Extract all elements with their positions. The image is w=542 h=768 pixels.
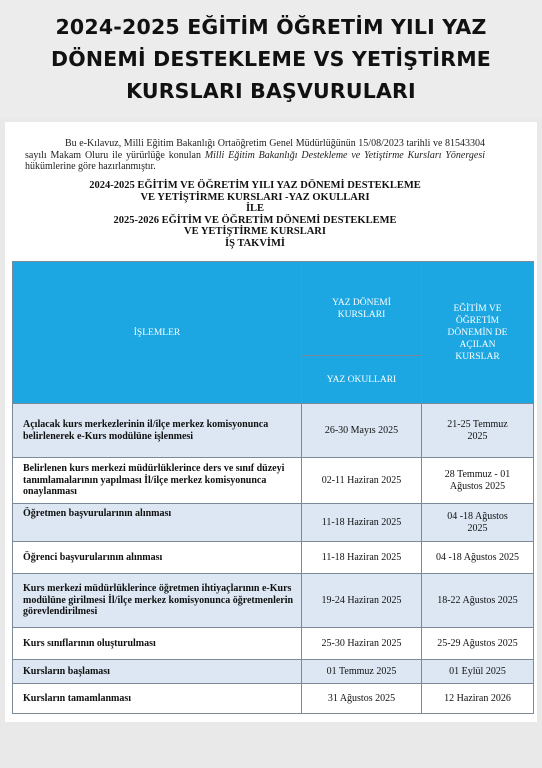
- header-operations: İŞLEMLER: [13, 262, 302, 404]
- heading-line-6: İŞ TAKVİMİ: [224, 237, 285, 249]
- intro-text-2: hükümlerine göre hazırlanmıştır.: [25, 161, 156, 172]
- row-summer-date: 25-30 Haziran 2025: [302, 628, 422, 660]
- row-school-date: 01 Eylül 2025: [422, 660, 534, 684]
- schedule-table: [12, 261, 534, 714]
- intro-paragraph: [25, 138, 485, 173]
- row-operation: Belirlenen kurs merkezi müdürlüklerince ders ve sınıf düzeyi tanımlamalarının yapılması İl/ilçe merkez komisyonunca onaylanması: [13, 458, 302, 504]
- row-operation: Açılacak kurs merkezlerinin il/ilçe merkez komisyonunca belirlenerek e-Kurs modülüne işlenmesi: [13, 404, 302, 458]
- table-row: [13, 660, 534, 684]
- document-sheet: [5, 122, 537, 722]
- row-school-date: 21-25 Temmuz 2025: [422, 404, 534, 458]
- title-line-1: 2024-2025 EĞİTİM ÖĞRETİM YILI YAZ: [55, 15, 487, 39]
- table-row: [13, 628, 534, 660]
- row-school-date: 04 -18 Ağustos 2025: [422, 542, 534, 574]
- row-school-date: 04 -18 Ağustos 2025: [422, 504, 534, 542]
- row-school-date: 25-29 Ağustos 2025: [422, 628, 534, 660]
- row-operation: Kursların başlaması: [13, 660, 302, 684]
- title-line-3: KURSLARI BAŞVURULARI: [126, 79, 416, 103]
- header-summer-courses: YAZ DÖNEMİ KURSLARI: [302, 262, 422, 356]
- row-operation: Öğrenci başvurularının alınması: [13, 542, 302, 574]
- row-summer-date: 01 Temmuz 2025: [302, 660, 422, 684]
- table-header-row: [13, 262, 534, 356]
- intro-italic: Milli Eğitim Bakanlığı Destekleme ve Yetiştirme Kursları Yönergesi: [204, 149, 485, 161]
- row-operation: Kursların tamamlanması: [13, 684, 302, 714]
- calendar-heading: [25, 180, 485, 249]
- row-summer-date: 11-18 Haziran 2025: [302, 504, 422, 542]
- row-summer-date: 19-24 Haziran 2025: [302, 574, 422, 628]
- intro-text-1: Bu e-Kılavuz, Milli Eğitim Bakanlığı Ortaöğretim Genel Müdürlüğünün 15/08/2023 tarihli ve 81543304 sayılı Makam Oluru ile yürürlüğe konulan: [25, 138, 485, 161]
- row-school-date: 18-22 Ağustos 2025: [422, 574, 534, 628]
- table-row: [13, 574, 534, 628]
- row-summer-date: 26-30 Mayıs 2025: [302, 404, 422, 458]
- table-row: [13, 404, 534, 458]
- title-line-2: DÖNEMİ DESTEKLEME VS YETİŞTİRME: [50, 47, 492, 71]
- row-summer-date: 02-11 Haziran 2025: [302, 458, 422, 504]
- row-school-date: 12 Haziran 2026: [422, 684, 534, 714]
- page-title: [51, 11, 491, 107]
- table-row: [13, 684, 534, 714]
- title-banner: [0, 0, 542, 118]
- table-row: [13, 458, 534, 504]
- header-summer-schools: YAZ OKULLARI: [302, 356, 422, 404]
- row-summer-date: 11-18 Haziran 2025: [302, 542, 422, 574]
- row-operation: Kurs sınıflarının oluşturulması: [13, 628, 302, 660]
- heading-line-5: VE YETİŞTİRME KURSLARI: [184, 226, 326, 237]
- row-summer-date: 31 Ağustos 2025: [302, 684, 422, 714]
- table-row: [13, 504, 534, 542]
- heading-line-4: 2025-2026 EĞİTİM VE ÖĞRETİM DÖNEMİ DESTEKLEME: [113, 214, 397, 226]
- row-operation: Öğretmen başvurularının alınması: [13, 504, 302, 542]
- row-school-date: 28 Temmuz - 01 Ağustos 2025: [422, 458, 534, 504]
- heading-line-3: İLE: [245, 203, 265, 214]
- heading-line-2: VE YETİŞTİRME KURSLARI -YAZ OKULLARI: [140, 191, 370, 203]
- table-row: [13, 542, 534, 574]
- row-operation: Kurs merkezi müdürlüklerince öğretmen ihtiyaçlarının e-Kurs modülüne girilmesi İl/ilçe merkez komisyonunca öğretmenlerin görevlendirilmesi: [13, 574, 302, 628]
- bottom-margin: [0, 722, 542, 768]
- heading-line-1: 2024-2025 EĞİTİM VE ÖĞRETİM YILI YAZ DÖNEMİ DESTEKLEME: [89, 180, 421, 191]
- header-school-year-courses: EĞİTİM VE ÖĞRETİM DÖNEMİN DE AÇILAN KURSLAR: [422, 262, 534, 404]
